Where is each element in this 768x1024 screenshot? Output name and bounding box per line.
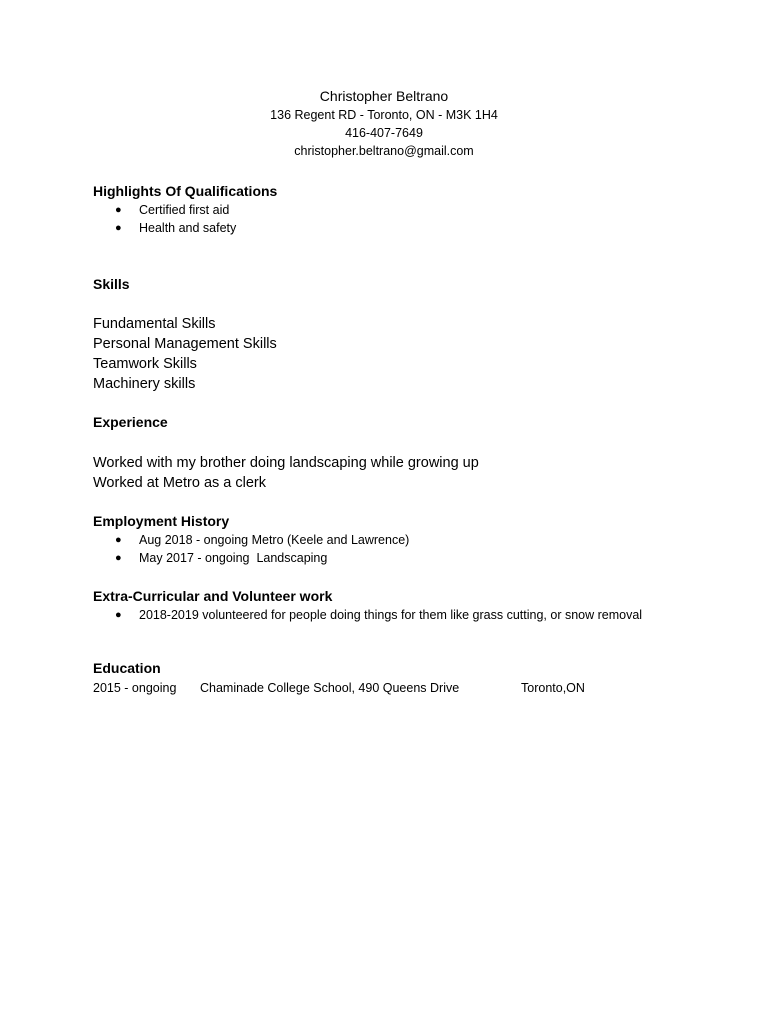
candidate-address: 136 Regent RD - Toronto, ON - M3K 1H4: [270, 108, 498, 122]
candidate-email: christopher.beltrano@gmail.com: [294, 144, 474, 158]
highlight-text: Health and safety: [139, 221, 237, 235]
education-heading: Education: [93, 660, 161, 676]
employment-list: [0, 531, 768, 567]
highlight-text: Certified first aid: [139, 203, 230, 217]
bullet-icon: ●: [115, 609, 122, 621]
skill-item: Personal Management Skills: [93, 336, 277, 352]
highlights-heading: Highlights Of Qualifications: [93, 183, 278, 199]
skill-item: Machinery skills: [93, 376, 196, 392]
bullet-icon: ●: [115, 534, 122, 546]
employment-heading: Employment History: [93, 513, 230, 529]
bullet-icon: ●: [115, 204, 122, 216]
education-location: Toronto,ON: [521, 681, 585, 695]
volunteer-text: 2018-2019 volunteered for people doing things for them like grass cutting, or snow removal: [139, 608, 643, 622]
employment-text: Aug 2018 - ongoing Metro (Keele and Lawrence): [139, 533, 410, 547]
skills-heading: Skills: [93, 276, 130, 292]
education-school: Chaminade College School, 490 Queens Drive: [200, 681, 460, 695]
list-item: [0, 549, 768, 567]
education-period: 2015 - ongoing: [93, 681, 177, 695]
highlights-list: [0, 201, 768, 237]
bullet-icon: ●: [115, 552, 122, 564]
experience-heading: Experience: [93, 414, 168, 430]
skill-item: Fundamental Skills: [93, 316, 216, 332]
list-item: [0, 201, 768, 219]
volunteer-heading: Extra-Curricular and Volunteer work: [93, 588, 333, 604]
bullet-icon: ●: [115, 222, 122, 234]
experience-item: Worked at Metro as a clerk: [93, 475, 266, 491]
list-item: [0, 219, 768, 237]
skill-item: Teamwork Skills: [93, 356, 197, 372]
candidate-phone: 416-407-7649: [345, 126, 423, 140]
list-item: [0, 531, 768, 549]
candidate-name: Christopher Beltrano: [319, 88, 449, 104]
experience-item: Worked with my brother doing landscaping while growing up: [93, 455, 479, 471]
list-item: [0, 606, 768, 642]
volunteer-list: [0, 606, 768, 642]
employment-text: May 2017 - ongoing Landscaping: [139, 551, 328, 565]
